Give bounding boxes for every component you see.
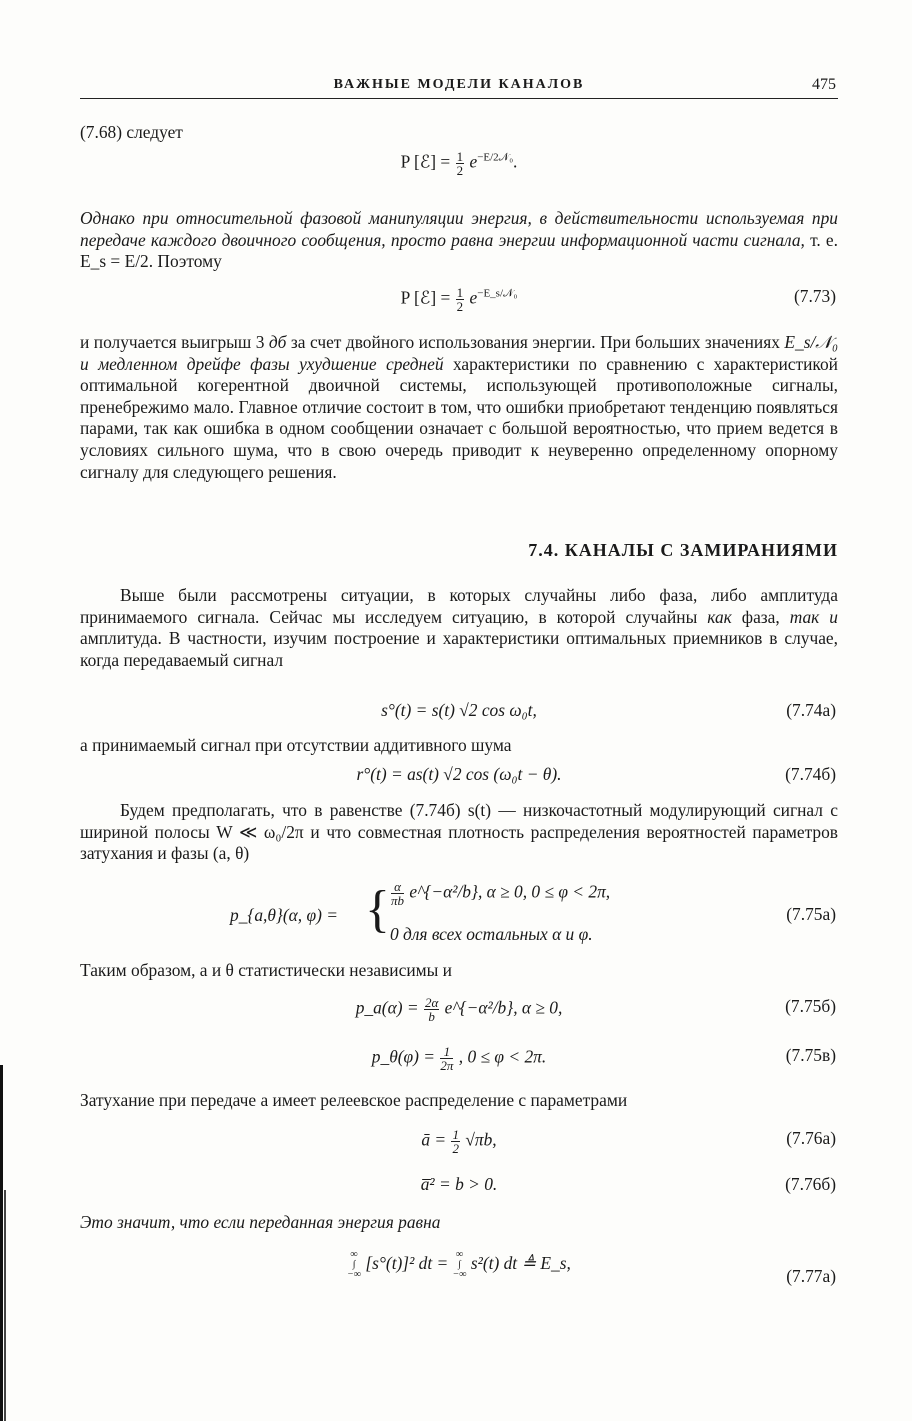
equation-7-68: P [ℰ] = $\frac{1}{2}$ $e^{-E/2𝒩_0}$. (400, 149, 518, 178)
paragraph-8: Затухание при передаче a имеет релеевское распределение с параметрами (80, 1090, 628, 1110)
paragraph-3: и получается выигрыш 3 дб за счет двойного использования энергии. При больших значениях E_s/𝒩₀ и медленном дрейфе фазы ухудшение средней характеристики по сравнению с характеристикой оптимальной когерентной двоичной системы, использующей противоположные сигналы, пренебрежимо мало. Главное отличие состоит в том, что ошибки приобретают тенденцию появляться парами, так как ошибка в одном сообщении означает с большой вероятностью, что прием ведется в условиях сильного шума, что в свою очередь приводит к неуверенно определенному опорному сигналу для следующего решения. (80, 332, 838, 482)
equation-7-76a: ā = $\frac{1}{2}$ √πb, (7.76a) (421, 1127, 836, 1156)
equation-number: (7.75б) (785, 996, 836, 1016)
equation-number: (7.73) (793, 286, 836, 306)
running-title: ВАЖНЫЕ МОДЕЛИ КАНАЛОВ (333, 77, 585, 92)
section-title: 7.4. КАНАЛЫ С ЗАМИРАНИЯМИ (528, 540, 838, 560)
equation-7-77a: ∞ ∫ −∞ [s°(t)]² dt = ∞ ∫ −∞ s²(t) dt ≜ E_s, (7.77a) (347, 1249, 836, 1286)
page-header (80, 74, 838, 99)
equation-7-74a: s°(t) = s(t) √2 cos ω₀t, (7.74a) (381, 700, 836, 720)
equation-number: (7.76б) (785, 1174, 836, 1194)
paragraph-9: Это значит, что если переданная энергия равна (80, 1212, 441, 1232)
equation-7-75b: p_a(α) = $\frac{2\alpha}{b}$ e^{−α²/b}, α ≥ 0, (7.75б) (355, 995, 836, 1024)
scan-edge-line (4, 1190, 6, 1421)
equation-number: (7.74a) (786, 700, 836, 720)
scan-edge-line (0, 1065, 3, 1421)
equation-number: (7.75a) (786, 904, 836, 924)
equation-number: (7.74б) (785, 764, 836, 784)
equation-number: (7.75в) (785, 1045, 836, 1065)
paragraph-4: Выше были рассмотрены ситуации, в которых случайны либо фаза, либо амплитуда принимаемого сигнала. Сейчас мы исследуем ситуацию, в которой случайны как фаза, так и амплитуда. В частности, изучим построение и характеристики оптимальных приемников в случае, когда передаваемый сигнал (80, 585, 838, 670)
paragraph-1: (7.68) следует (80, 122, 183, 142)
paragraph-2: Однако при относительной фазовой манипуляции энергия, в действительности используемая при передаче каждого двоичного сообщения, просто равна энергии информационной части сигнала, т. е. E_s = E/2. Поэтому (80, 208, 838, 272)
equation-7-75c: p_θ(φ) = $\frac{1}{2\pi}$ , 0 ≤ φ < 2π. (7.75в) (371, 1044, 836, 1073)
equation-number: (7.77a) (786, 1266, 836, 1286)
paragraph-5: а принимаемый сигнал при отсутствии аддитивного шума (80, 735, 512, 755)
equation-7-76b: a̅² = b > 0. (7.76б) (420, 1174, 836, 1194)
equation-7-74b: r°(t) = as(t) √2 cos (ω₀t − θ). (7.74б) (356, 764, 836, 784)
equation-7-73: P [ℰ] = $\frac{1}{2}$ $e^{-E\_s/𝒩_0}$ (7.73) (400, 285, 836, 314)
equation-number: (7.76a) (786, 1128, 836, 1148)
page-number: 475 (812, 76, 836, 93)
paragraph-6: Будем предполагать, что в равенстве (7.74б) s(t) — низкочастотный модулирующий сигнал с шириной полосы W ≪ ω₀/2π и что совместная плотность распределения вероятностей параметров затухания и фазы (a, θ) (80, 800, 838, 864)
paragraph-7: Таким образом, a и θ статистически независимы и (80, 960, 452, 980)
equation-7-75a: p_{a,θ}(α, φ) = { $\frac{\alpha}{\pi b}$ e^{−α²/b}, α ≥ 0, 0 ≤ φ < 2π, 0 для всех остальных α и φ. (7.75a) (230, 879, 836, 944)
